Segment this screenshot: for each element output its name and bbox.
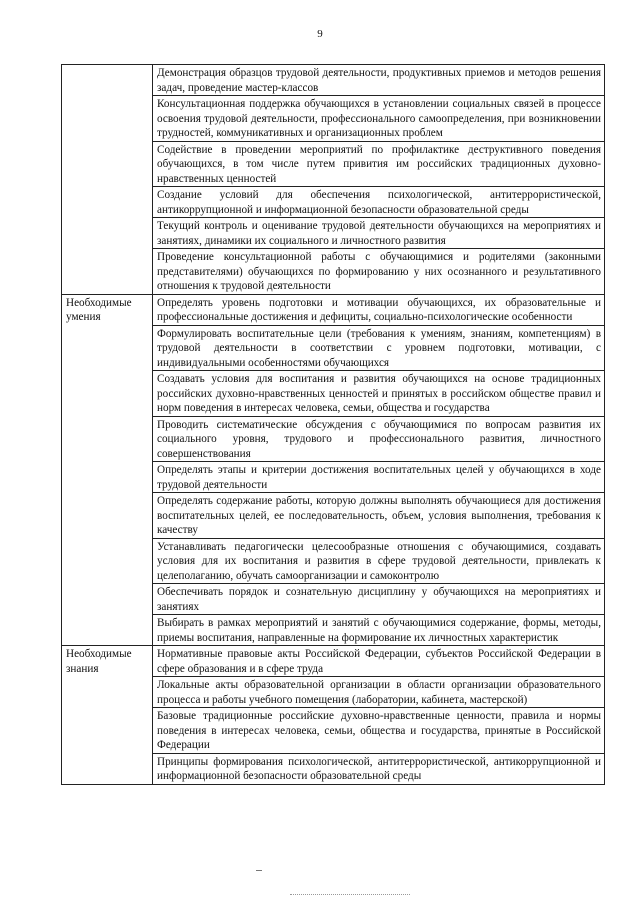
- table-cell: Формулировать воспитательные цели (требования к умениям, знаниям, компетенциям) в трудовой деятельности в соответствии с уровнем подготовки, мотивации, с индивидуальными особенностями обучающихся: [153, 325, 605, 371]
- table-row: [62, 65, 605, 96]
- scan-edge: [290, 894, 410, 897]
- table-cell: Консультационная поддержка обучающихся в установлении социальных связей в процессе освоения трудовой деятельности, профессионального самоопределения, при возникновении трудностей, коммуникативных и организационных проблем: [153, 96, 605, 142]
- table-cell: Проводить систематические обсуждения с обучающимися по вопросам развития их социального уровня, трудового и профессионального развития, личностного совершенствования: [153, 416, 605, 462]
- row-label-empty: [62, 65, 153, 295]
- table-cell: Содействие в проведении мероприятий по профилактике деструктивного поведения обучающихся, в том числе путем привития им российских традиционных духовно-нравственных ценностей: [153, 141, 605, 187]
- table-cell: Нормативные правовые акты Российской Федерации, субъектов Российской Федерации в сфере образования и в сфере труда: [153, 646, 605, 677]
- table-cell: Базовые традиционные российские духовно-нравственные ценности, правила и нормы поведения в интересах человека, семьи, общества и государства, принятые в Российской Федерации: [153, 708, 605, 754]
- competency-table: [61, 64, 605, 785]
- row-label-knowledge: Необходимые знания: [62, 646, 153, 785]
- table-row: [62, 646, 605, 677]
- table-cell: Устанавливать педагогически целесообразные отношения с обучающимися, создавать условия для их воспитания и развития в сфере трудовой деятельности, привлекать к целеполаганию, обучать самоорганизации и самоконтролю: [153, 538, 605, 584]
- table-cell: Выбирать в рамках мероприятий и занятий с обучающимися содержание, формы, методы, приемы воспитания, направленные на формирование их личностных характеристик: [153, 615, 605, 646]
- table-cell: Определять уровень подготовки и мотивации обучающихся, их образовательные и профессиональные достижения и дефициты, социально-психологические особенности: [153, 294, 605, 325]
- table-cell: Создание условий для обеспечения психологической, антитеррористической, антикоррупционной и информационной безопасности образовательной среды: [153, 187, 605, 218]
- table-cell: Определять содержание работы, которую должны выполнять обучающиеся для достижения воспитательных целей, ее последовательность, объем, условия выполнения, требования к качеству: [153, 493, 605, 539]
- table-cell: Определять этапы и критерии достижения воспитательных целей у обучающихся в ходе трудовой деятельности: [153, 462, 605, 493]
- table-cell: Принципы формирования психологической, антитеррористической, антикоррупционной и информационной безопасности образовательной среды: [153, 753, 605, 784]
- page-number: 9: [317, 28, 323, 40]
- table-cell: Локальные акты образовательной организации в области организации образовательного процесса и работы учебного помещения (лаборатории, кабинета, мастерской): [153, 677, 605, 708]
- table-cell: Демонстрация образцов трудовой деятельности, продуктивных приемов и методов решения задач, проведение мастер-классов: [153, 65, 605, 96]
- table-cell: Текущий контроль и оценивание трудовой деятельности обучающихся на мероприятиях и занятиях, динамики их социального и личностного развития: [153, 218, 605, 249]
- row-label-skills: Необходимые умения: [62, 294, 153, 646]
- table-cell: Обеспечивать порядок и сознательную дисциплину у обучающихся на мероприятиях и занятиях: [153, 584, 605, 615]
- table-row: [62, 294, 605, 325]
- table-cell: Проведение консультационной работы с обучающимися и родителями (законными представителями) обучающихся по формированию у них осознанного и результативного отношения к трудовой деятельности: [153, 249, 605, 295]
- table-cell: Создавать условия для воспитания и развития обучающихся на основе традиционных российских духовно-нравственных ценностей и принятых в российском обществе правил и норм поведения в интересах человека, семьи, общества и государства: [153, 371, 605, 417]
- scan-speck: [256, 870, 262, 871]
